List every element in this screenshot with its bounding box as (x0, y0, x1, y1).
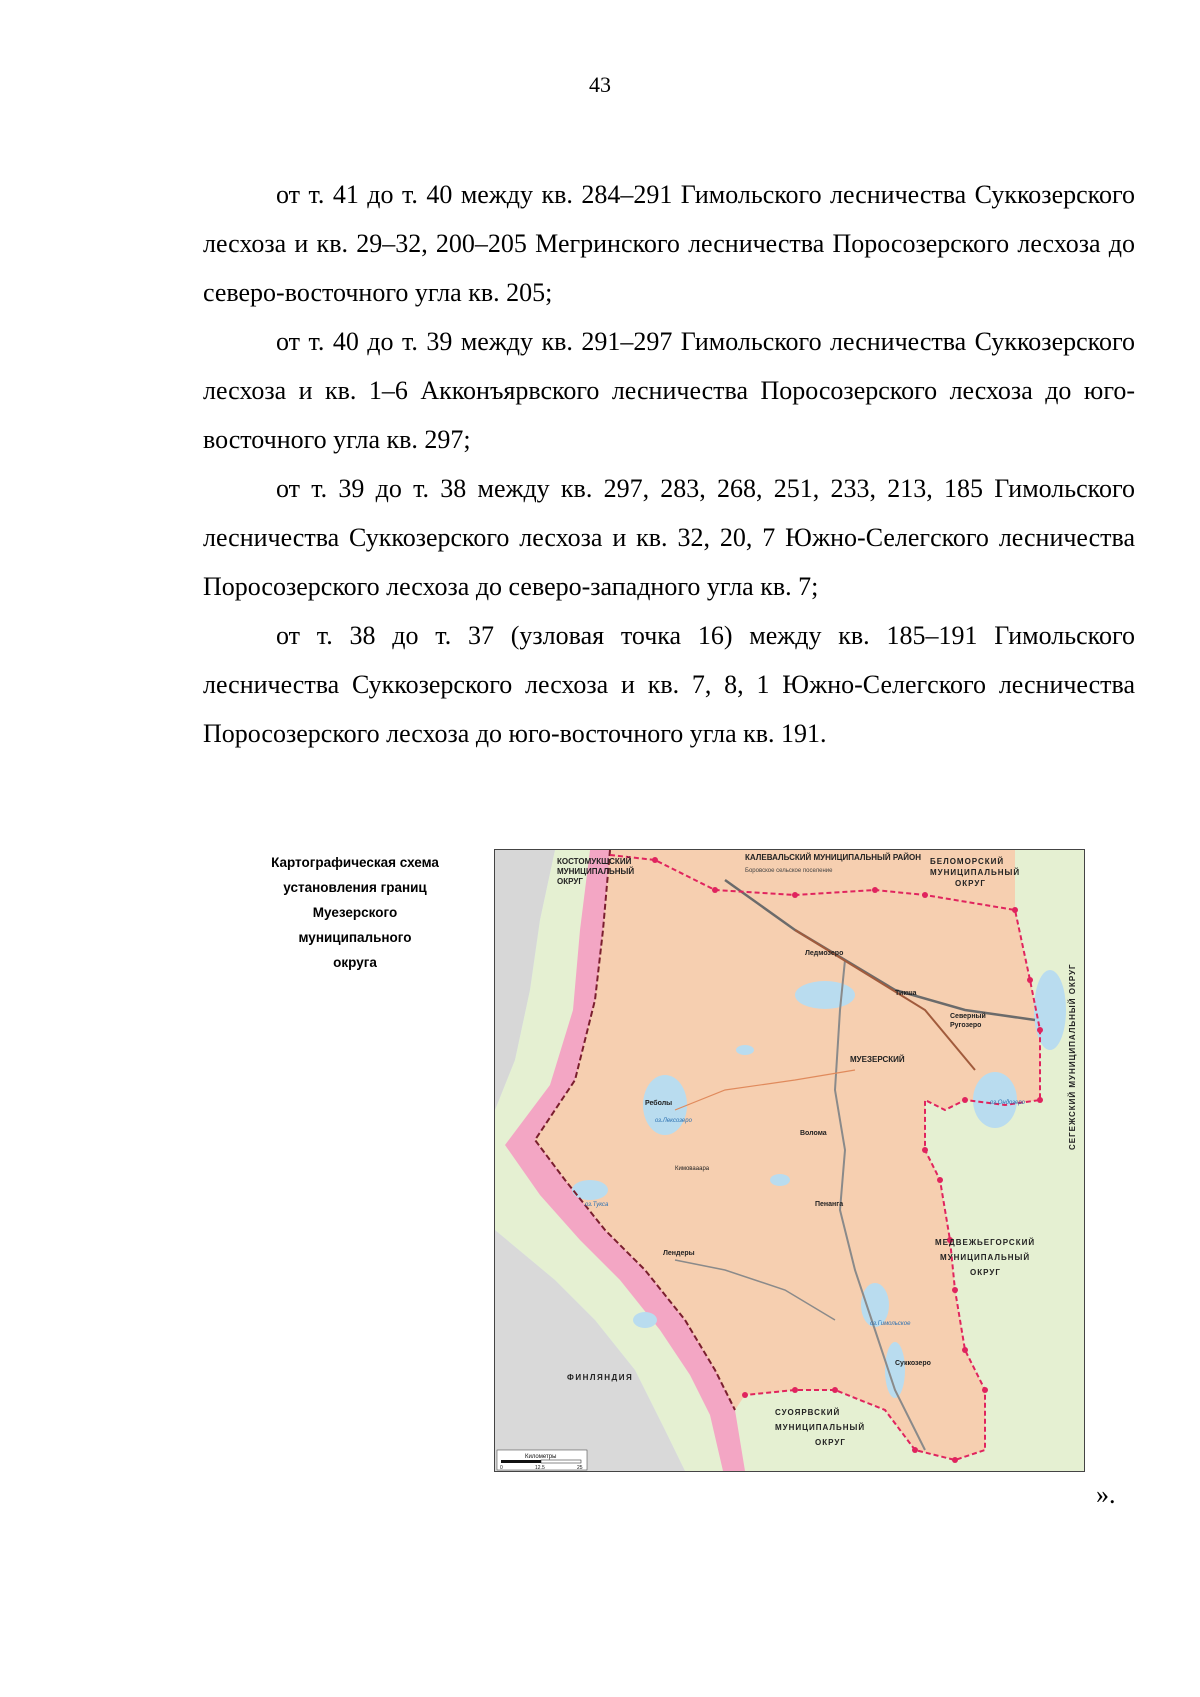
paragraph: от т. 41 до т. 40 между кв. 284–291 Гимольского лесничества Суккозерского лесхоза и кв. 29–32, 200–205 Мегринского лесничества Поросозерского лесхоза до северо-восточного угла кв. 205; (203, 180, 1135, 307)
lake (770, 1174, 790, 1186)
map-canvas (495, 850, 1084, 1471)
paragraph: от т. 39 до т. 38 между кв. 297, 283, 268, 251, 233, 213, 185 Гимольского лесничества Суккозерского лесхоза и кв. 32, 20, 7 Южно-Селегского лесничества Поросозерского лесхоза до северо-западного угла кв. 7; (203, 474, 1135, 601)
settlement-label: Северный (950, 1013, 986, 1020)
region-label: МУНИЦИПАЛЬНЫЙ (940, 1253, 1031, 1262)
settlement-label: Кимовааара (675, 1166, 710, 1172)
lake (572, 1180, 608, 1200)
settlement-label: Пенанга (815, 1201, 844, 1208)
region-label: ОКРУГ (955, 879, 986, 888)
lake-label: оз.Гимольское (870, 1321, 911, 1327)
lake-label: оз.Тукса (585, 1202, 609, 1208)
settlement-label: Волома (800, 1130, 827, 1137)
settlement-label: Ругозеро (950, 1022, 982, 1029)
lake (1034, 970, 1066, 1050)
lake (633, 1312, 657, 1328)
map-title-line: округа (333, 955, 377, 970)
scale-bar (541, 1460, 581, 1463)
map-title-line: Картографическая схема (271, 855, 439, 870)
paragraph: от т. 38 до т. 37 (узловая точка 16) между кв. 185–191 Гимольского лесничества Суккозерского лесхоза и кв. 7, 8, 1 Южно-Селегского лесничества Поросозерского лесхоза до юго-восточного угла кв. 191. (203, 621, 1135, 748)
map-title (245, 850, 465, 975)
boundary-map (494, 849, 1085, 1472)
region-label: СЕГЕЖСКИЙ МУНИЦИПАЛЬНЫЙ ОКРУГ (1068, 963, 1077, 1150)
closing-quote: ». (1096, 1480, 1116, 1509)
region-label: МУЕЗЕРСКИЙ (850, 1055, 905, 1064)
scale-tick: 12.5 (535, 1465, 545, 1471)
region-label: БЕЛОМОРСКИЙ (930, 857, 1005, 866)
map-title-line: муниципального (298, 930, 412, 945)
lake (736, 1045, 754, 1055)
lake-label: оз.Лексозеро (655, 1118, 692, 1124)
region-label: КАЛЕВАЛЬСКИЙ МУНИЦИПАЛЬНЫЙ РАЙОН (745, 853, 921, 862)
settlement-label: Реболы (645, 1100, 673, 1107)
body-text (203, 170, 1135, 758)
lake-label: оз.Ондозеро (990, 1100, 1026, 1106)
region-label: СУОЯРВСКИЙ (775, 1408, 841, 1417)
map-title-line: установления границ (283, 880, 427, 895)
region-label: МУНИЦИПАЛЬНЫЙ (930, 868, 1021, 877)
settlement-label: Ледмозеро (805, 950, 844, 957)
settlement-label: Суккозеро (895, 1360, 931, 1367)
map-title-line: Муезерского (312, 905, 398, 920)
region-label: ОКРУГ (815, 1438, 846, 1447)
settlement-label: Тикша (895, 990, 917, 997)
region-label: ФИНЛЯНДИЯ (567, 1373, 634, 1382)
settlement-label: Лендеры (663, 1250, 695, 1257)
region-label: КОСТОМУКШСКИЙ (557, 857, 632, 866)
scale-bar (501, 1460, 541, 1463)
region-label: МУНИЦИПАЛЬНЫЙ (557, 867, 635, 876)
region-label: ОКРУГ (970, 1268, 1001, 1277)
scale-tick: 0 (500, 1465, 503, 1471)
region-label: ОКРУГ (557, 877, 583, 886)
region-label: МЕДВЕЖЬЕГОРСКИЙ (935, 1238, 1036, 1247)
scale-label: Километры (525, 1454, 557, 1460)
region-label: Боровское сельское поселение (745, 868, 833, 874)
lake (795, 981, 855, 1009)
scale-tick: 25 (577, 1465, 583, 1471)
page-number: 43 (589, 72, 611, 97)
region-label: МУНИЦИПАЛЬНЫЙ (775, 1423, 866, 1432)
paragraph: от т. 40 до т. 39 между кв. 291–297 Гимольского лесничества Суккозерского лесхоза и кв. 1–6 Акконъярвского лесничества Поросозерского лесхоза до юго-восточного угла кв. 297; (203, 327, 1135, 454)
